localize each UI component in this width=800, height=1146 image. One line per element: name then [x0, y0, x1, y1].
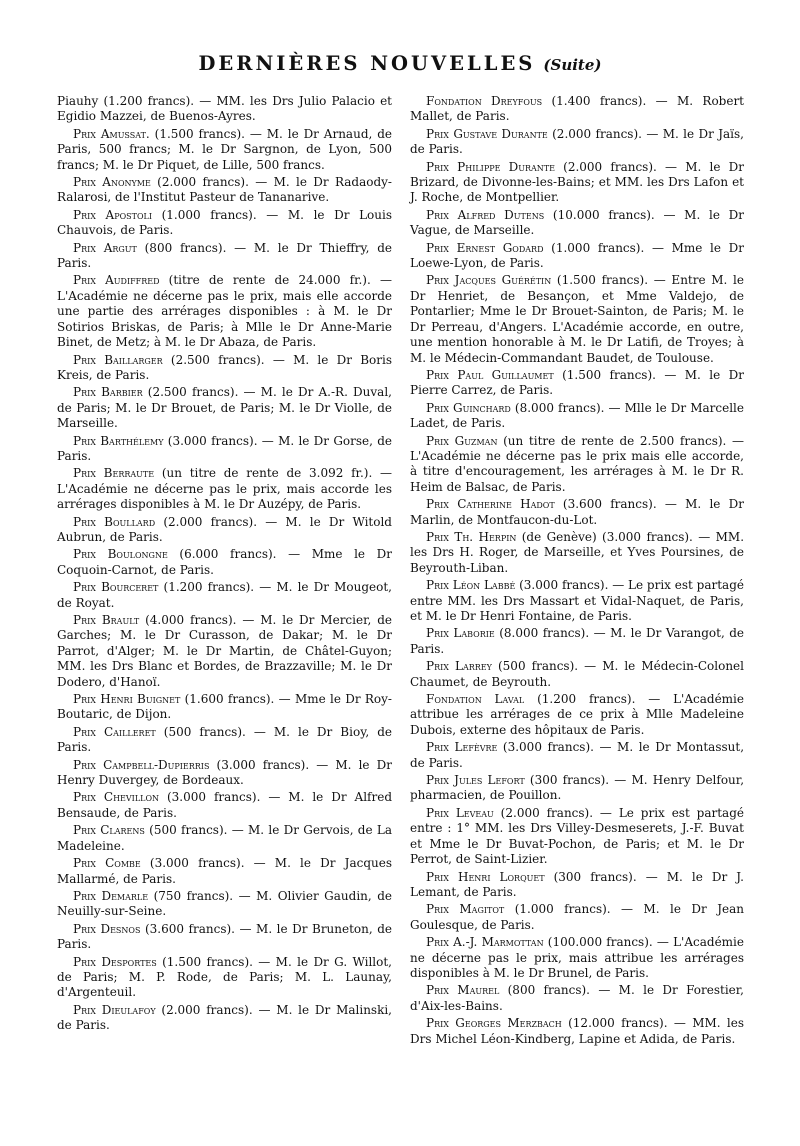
prize-entry [57, 580, 392, 611]
prize-text: (300 francs). — M. Henry Delfour, pharmacien, de Pouillon. [410, 773, 745, 803]
prize-name: Prix Georges Merzbach [426, 1016, 562, 1031]
prize-text: (3.000 francs). — M. le Dr Henry Duvergey, de Bordeaux. [57, 757, 392, 788]
prize-entry [410, 806, 744, 868]
prize-name: Prix Paul Guillaumet [426, 367, 554, 382]
prize-entry [410, 740, 744, 771]
prize-entry [410, 773, 744, 804]
prize-entry [410, 983, 744, 1014]
prize-entry [57, 692, 392, 723]
prize-entry [410, 870, 744, 901]
prize-text: (2.000 francs). — Le prix est partagé entre : 1° MM. les Drs Villey-Desmeserets, J.-F. Buvat et Mme le Dr Buvat-Pochon, de Paris; et M. le Dr Perrot, de Saint-Lizier. [410, 805, 744, 867]
prize-entry [57, 385, 392, 431]
prize-name: Prix Desnos [73, 921, 141, 936]
prize-text: (1.000 francs). — M. le Dr Louis Chauvois, de Paris. [57, 207, 392, 238]
prize-entry [57, 955, 392, 1001]
prize-name: Prix Guzman [426, 433, 498, 448]
prize-entry [410, 497, 744, 528]
prize-name: Prix Brault [73, 613, 140, 627]
prize-text: (800 francs). — M. le Dr Thieffry, de Paris. [57, 240, 392, 271]
prize-name: Prix Bourceret [73, 580, 159, 595]
prize-text: (3.600 francs). — M. le Dr Marlin, de Montfaucon-du-Lot. [410, 497, 744, 527]
prize-text: (4.000 francs). — M. le Dr Mercier, de Garches; M. le Dr Curasson, de Dakar; M. le Dr Parrot, d'Alger; M. le Dr Martin, de Châtel-Guyon; MM. les Drs Blanc et Bordes, de Brazzaville; M. le Dr Dodero, d'Hanoï. [57, 613, 392, 689]
prize-name: Prix Argut [73, 240, 137, 255]
prize-entry [410, 902, 744, 933]
prize-text: (1.500 francs). — M. le Dr G. Willot, de Paris; M. P. Rode, de Paris; M. L. Launay, d'Argenteuil. [57, 954, 392, 1000]
prize-text: (3.000 francs). — M. le Dr Alfred Bensaude, de Paris. [57, 790, 392, 820]
prize-name: Prix Maurel [426, 983, 500, 998]
prize-text: (500 francs). — M. le Dr Gervois, de La Madeleine. [57, 823, 392, 853]
prize-text: Piauhy (1.200 francs). — MM. les Drs Julio Palacio et Egidio Mazzei, de Buenos-Ayres. [57, 94, 392, 124]
prize-name: Prix Henri Lorquet [426, 869, 545, 884]
prize-name: Prix Philippe Durante [426, 159, 555, 174]
prize-name: Prix Desportes [73, 954, 157, 969]
prize-text: (500 francs). — M. le Médecin-Colonel Chaumet, de Beyrouth. [410, 659, 744, 689]
prize-text: (de Genève) (3.000 francs). — MM. les Drs H. Roger, de Marseille, et Yves Poursines, de Beyrouth-Liban. [410, 529, 745, 575]
prize-text: (1.200 francs). — M. le Dr Mougeot, de Royat. [57, 580, 392, 610]
prize-name: Prix Boulongne [73, 547, 168, 562]
prize-text: (titre de rente de 24.000 fr.). — L'Académie ne décerne pas le prix, mais elle accorde une partie des arrérages disponibles : à M. le Dr Sotirios Briskas, de Paris; à Mlle le Dr Anne-Marie Binet, de Metz; à M. le Dr Abaza, de Paris. [57, 273, 392, 350]
prize-entry [410, 659, 744, 690]
prize-text: (1.600 francs). — Mme le Dr Roy-Boutaric, de Dijon. [57, 692, 392, 722]
prize-text: (1.500 francs). — M. le Dr Arnaud, de Paris, 500 francs; M. le Dr Sargnon, de Lyon, 500 francs; M. le Dr Piquet, de Lille, 500 francs. [57, 126, 392, 172]
prize-name: Prix Chevillon [73, 790, 160, 805]
prize-name: Fondation Dreyfous [426, 94, 543, 108]
prize-text: (2.000 francs). — M. le Dr Witold Aubrun, de Paris. [57, 514, 392, 544]
prize-text: (750 francs). — M. Olivier Gaudin, de Neuilly-sur-Seine. [57, 888, 392, 919]
prize-name: Prix Cailleret [73, 724, 156, 739]
prize-entry [410, 273, 744, 365]
prize-entry [410, 401, 744, 432]
prize-name: Prix Audiffred [73, 273, 160, 288]
right-column [410, 94, 744, 1049]
prize-text: (100.000 francs). — L'Académie ne décerne pas le prix, mais attribue les arrérages disponibles à M. le Dr Brunel, de Paris. [410, 935, 744, 980]
prize-entry [410, 434, 744, 496]
prize-entry [410, 160, 744, 206]
prize-entry [57, 127, 392, 173]
prize-entry [410, 1016, 744, 1047]
prize-name: Prix Gustave Durante [426, 126, 548, 141]
prize-entry [410, 692, 744, 738]
prize-entry [410, 368, 744, 399]
page-title-suite: (Suite) [543, 56, 602, 74]
prize-name: Prix Jacques Guérétin [426, 273, 552, 288]
prize-entry [57, 1003, 392, 1034]
prize-name: Prix Baillarger [73, 352, 163, 367]
prize-name: Prix Amussat. [73, 126, 150, 141]
prize-text: (1.200 francs). — L'Académie attribue les arrérages de ce prix à Mlle Madeleine Dubois, externe des hôpitaux de Paris. [410, 692, 744, 737]
prize-entry [57, 434, 392, 465]
prize-text: (500 francs). — M. le Dr Bioy, de Paris. [57, 724, 392, 755]
prize-name: Prix Anonyme [73, 175, 151, 190]
prize-name: Prix Jules Lefort [426, 773, 525, 788]
prize-text: (un titre de rente de 2.500 francs). — L'Académie ne décerne pas le prix mais elle accorde, à titre d'encouragement, les arrérages à M. le Dr R. Heim de Balsac, de Paris. [410, 433, 744, 494]
prize-text: (6.000 francs). — Mme le Dr Coquoin-Carnot, de Paris. [57, 547, 392, 577]
prize-name: Prix Boullard [73, 514, 156, 529]
prize-name: Prix Catherine Hadot [426, 497, 555, 512]
prize-text: (1.000 francs). — Mme le Dr Loewe-Lyon, de Paris. [410, 240, 745, 271]
prize-entry [410, 935, 744, 981]
prize-entry [410, 578, 744, 624]
prize-name: Prix Guinchard [426, 400, 511, 415]
prize-entry [410, 530, 744, 576]
prize-entry [57, 547, 392, 578]
prize-text: (3.000 francs). — Le prix est partagé entre MM. les Drs Massart et Vidal-Naquet, de Paris, et M. le Dr Henri Fontaine, de Paris. [410, 578, 744, 623]
prize-entry [57, 515, 392, 546]
prize-name: Prix Laborie [426, 626, 495, 641]
left-column [57, 94, 392, 1036]
prize-entry [57, 823, 392, 854]
prize-name: Prix Th. Herpin [426, 529, 517, 544]
prize-entry [57, 241, 392, 272]
prize-text: (2.500 francs). — M. le Dr Boris Kreis, de Paris. [57, 352, 392, 382]
prize-name: Prix Leveau [426, 805, 494, 820]
prize-text: (2.000 francs). — M. le Dr Radaody-Ralarosi, de l'Institut Pasteur de Tananarive. [57, 175, 392, 205]
prize-name: Prix Larrey [426, 659, 492, 674]
prize-text: (12.000 francs). — MM. les Drs Michel Léon-Kindberg, Lapine et Adida, de Paris. [410, 1016, 745, 1046]
prize-name: Prix Apostoli [73, 207, 153, 222]
prize-name: Prix Clarens [73, 823, 145, 838]
prize-name: Prix Barbier [73, 385, 143, 400]
prize-text: (un titre de rente de 3.092 fr.). — L'Académie ne décerne pas le prix, mais accorde les arrérages disponibles à M. le Dr Auzépy, de Paris. [57, 466, 392, 512]
prize-text: (3.000 francs). — M. le Dr Montassut, de Paris. [410, 740, 745, 770]
prize-text: (1.500 francs). — M. le Dr Pierre Carrez, de Paris. [410, 367, 744, 398]
prize-text: (8.000 francs). — M. le Dr Varangot, de Paris. [410, 626, 744, 656]
prize-name: Prix Dieulafoy [73, 1002, 156, 1017]
prize-name: Prix Berraute [73, 466, 155, 481]
prize-text: (10.000 francs). — M. le Dr Vague, de Marseille. [410, 207, 744, 238]
prize-text: (2.000 francs). — M. le Dr Malinski, de Paris. [57, 1002, 392, 1033]
prize-name: Prix Alfred Dutens [426, 207, 545, 222]
prize-entry [410, 94, 744, 125]
prize-text: (3.000 francs). — M. le Dr Jacques Mallarmé, de Paris. [57, 856, 392, 886]
prize-entry [57, 725, 392, 756]
prize-entry [57, 175, 392, 206]
prize-text: (3.600 francs). — M. le Dr Bruneton, de Paris. [57, 921, 393, 952]
prize-name: Prix A.-J. Marmottan [426, 935, 544, 950]
prize-entry [57, 208, 392, 239]
prize-text: (1.400 francs). — M. Robert Mallet, de Paris. [410, 94, 745, 124]
prize-entry [57, 353, 392, 384]
page-title: DERNIÈRES NOUVELLES [198, 52, 536, 75]
prize-entry [57, 922, 392, 953]
prize-entry [410, 241, 744, 272]
prize-text: (2.000 francs). — M. le Dr Jaïs, de Paris. [410, 126, 744, 157]
prize-name: Prix Combe [73, 856, 141, 871]
prize-entry [57, 856, 392, 887]
prize-text: (300 francs). — M. le Dr J. Lemant, de Paris. [410, 869, 744, 899]
prize-text: (2.500 francs). — M. le Dr A.-R. Duval, de Paris; M. le Dr Brouet, de Paris; M. le Dr Violle, de Marseille. [57, 385, 392, 431]
prize-entry [410, 208, 744, 239]
prize-entry [57, 613, 392, 690]
prize-name: Prix Ernest Godard [426, 240, 544, 255]
prize-text: (2.000 francs). — M. le Dr Brizard, de Divonne-les-Bains; et MM. les Drs Lafon et J. Roche, de Montpellier. [410, 159, 744, 205]
prize-name: Fondation Laval [426, 692, 525, 707]
prize-text: (3.000 francs). — M. le Dr Gorse, de Paris. [57, 433, 392, 463]
prize-entry [57, 790, 392, 821]
prize-text: (1.000 francs). — M. le Dr Jean Goulesque, de Paris. [410, 902, 744, 932]
prize-name: Prix Henri Buignet [73, 692, 181, 707]
prize-entry [57, 889, 392, 920]
prize-entry [57, 466, 392, 512]
prize-entry [57, 94, 392, 125]
prize-name: Prix Magitot [426, 902, 505, 917]
prize-entry [410, 127, 744, 158]
prize-entry [57, 273, 392, 350]
prize-name: Prix Demarle [73, 888, 149, 903]
prize-text: (1.500 francs). — Entre M. le Dr Henriet, de Besançon, et Mme Valdejo, de Pontarlier; Mme le Dr Brouet-Sainton, de Paris; M. le Dr Perreau, d'Angers. L'Académie accorde, en outre, une mention honorable à M. le Dr Latifi, de Troyes; à M. le Médecin-Commandant Baudet, de Toulouse. [410, 273, 744, 365]
prize-name: Prix Campbell-Dupierris [73, 757, 210, 772]
page-header [0, 52, 800, 75]
prize-text: (800 francs). — M. le Dr Forestier, d'Aix-les-Bains. [410, 983, 744, 1013]
prize-entry [57, 758, 392, 789]
prize-name: Prix Léon Labbé [426, 578, 516, 593]
prize-text: (8.000 francs). — Mlle le Dr Marcelle Ladet, de Paris. [410, 400, 744, 431]
prize-name: Prix Lefèvre [426, 740, 498, 755]
prize-name: Prix Barthélemy [73, 433, 164, 448]
prize-entry [410, 626, 744, 657]
